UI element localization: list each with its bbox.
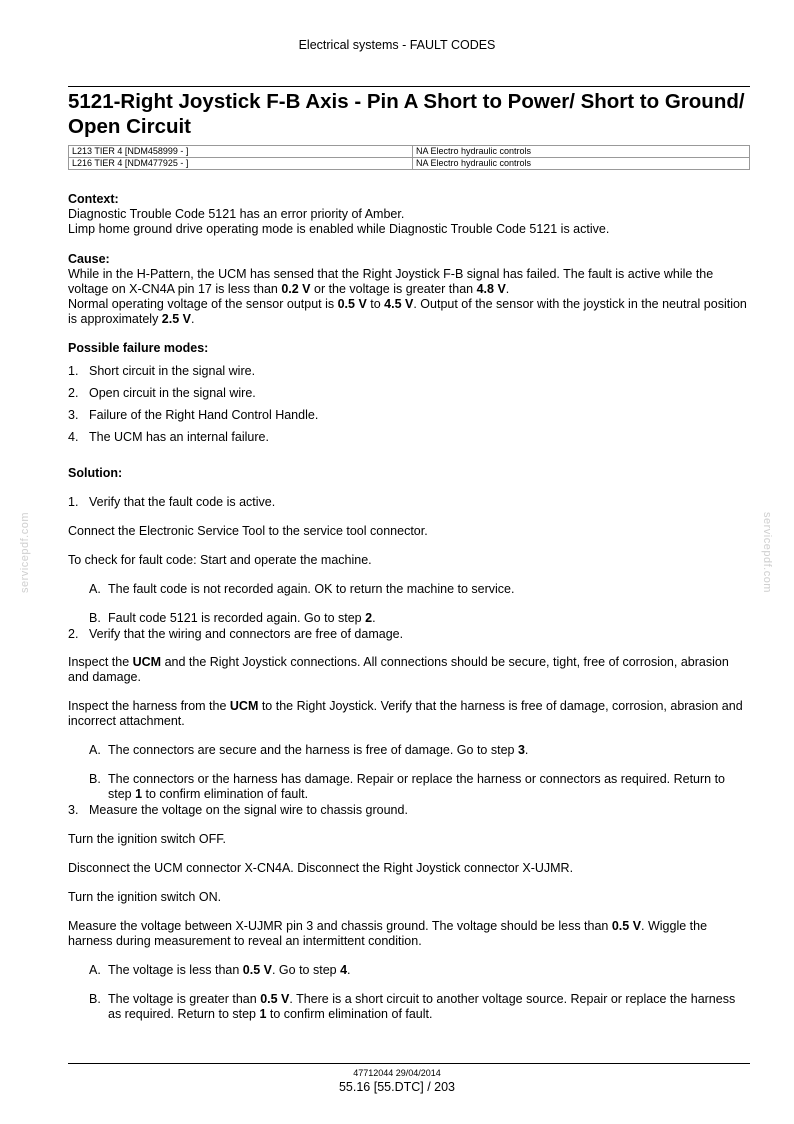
list-item	[68, 408, 750, 423]
list-text: Failure of the Right Hand Control Handle.	[89, 408, 319, 422]
cause-paragraph	[68, 267, 750, 297]
solution-heading: Solution:	[68, 466, 123, 480]
watermark-left: servicepdf.com	[19, 512, 31, 593]
option-letter: A.	[89, 582, 101, 596]
list-text: Short circuit in the signal wire.	[89, 364, 256, 378]
document-body	[68, 192, 750, 1022]
text-run: Measure the voltage between X-UJMR pin 3 and chassis ground. The voltage should be less than	[68, 919, 612, 933]
step-paragraph: Disconnect the UCM connector X-CN4A. Disconnect the Right Joystick connector X-UJMR.	[68, 861, 574, 875]
step-number: 3.	[68, 803, 79, 817]
ucm-term: UCM	[229, 699, 259, 713]
step-option	[68, 582, 750, 597]
voltage-value: 0.5 V	[242, 963, 272, 977]
voltage-value: 4.8 V	[476, 282, 506, 296]
step-reference: 3	[517, 743, 525, 757]
context-line: Diagnostic Trouble Code 5121 has an error priority of Amber.	[68, 207, 405, 221]
list-number: 4.	[68, 430, 79, 444]
list-item	[68, 430, 750, 445]
header-rule	[68, 86, 750, 87]
failure-modes-heading: Possible failure modes:	[68, 341, 209, 355]
step-paragraph: To check for fault code: Start and operate the machine.	[68, 553, 372, 567]
table-row	[69, 146, 750, 158]
text-run: or the voltage is greater than	[310, 282, 477, 296]
text-run: Inspect the	[68, 655, 133, 669]
voltage-value: 0.5 V	[337, 297, 367, 311]
list-number: 3.	[68, 408, 79, 422]
voltage-value: 2.5 V	[161, 312, 191, 326]
option-text: . Go to step	[271, 963, 341, 977]
model-cell: L213 TIER 4 [NDM458999 - ]	[69, 146, 413, 158]
step-option	[68, 743, 750, 758]
option-text: . There is a short circuit to another voltage source. Repair or replace the harness as required. Return to step	[108, 992, 736, 1021]
footer-rule	[68, 1063, 750, 1064]
text-run: and the Right Joystick connections. All connections should be secure, tight, free of corrosion, abrasion and damage.	[68, 655, 729, 684]
voltage-value: 4.5 V	[384, 297, 414, 311]
step-option	[68, 611, 750, 626]
step-paragraph: Connect the Electronic Service Tool to the service tool connector.	[68, 524, 428, 538]
option-letter: B.	[89, 611, 101, 625]
cause-paragraph	[68, 297, 750, 327]
voltage-value: 0.2 V	[281, 282, 311, 296]
step-paragraph: Turn the ignition switch OFF.	[68, 832, 226, 846]
step-option	[68, 992, 750, 1022]
option-text: .	[347, 963, 351, 977]
solution-step-1	[68, 495, 750, 510]
step-number: 1.	[68, 495, 79, 509]
text-run: Normal operating voltage of the sensor output is	[68, 297, 338, 311]
option-text: The voltage is greater than	[108, 992, 261, 1006]
list-item	[68, 364, 750, 379]
step-reference: 1	[135, 787, 143, 801]
text-run: .	[505, 282, 510, 296]
step-option	[68, 772, 750, 802]
option-letter: A.	[89, 743, 101, 757]
option-text: Fault code 5121 is recorded again. Go to step	[108, 611, 366, 625]
list-item	[68, 386, 750, 401]
step-reference: 4	[340, 963, 348, 977]
step-reference: 2	[365, 611, 373, 625]
step-text: Measure the voltage on the signal wire to chassis ground.	[89, 803, 408, 817]
text-run: to the Right Joystick. Verify that the harness is free of damage, corrosion, abrasion and incorrect attachment.	[68, 699, 743, 728]
option-text: The connectors or the harness has damage. Repair or replace the harness or connectors as required. Return to step	[108, 772, 726, 801]
option-text: The voltage is less than	[108, 963, 243, 977]
step-paragraph: Turn the ignition switch ON.	[68, 890, 222, 904]
text-run: Inspect the harness from the	[68, 699, 230, 713]
context-line: Limp home ground drive operating mode is enabled while Diagnostic Trouble Code 5121 is active.	[68, 222, 610, 236]
ucm-term: UCM	[132, 655, 162, 669]
step-paragraph	[68, 919, 750, 949]
failure-modes-list	[68, 364, 750, 445]
voltage-value: 0.5 V	[260, 992, 290, 1006]
list-number: 1.	[68, 364, 79, 378]
solution-step-2	[68, 627, 750, 642]
text-run: to	[366, 297, 385, 311]
cause-heading: Cause:	[68, 252, 110, 266]
step-number: 2.	[68, 627, 79, 641]
step-option	[68, 963, 750, 978]
context-heading: Context:	[68, 192, 119, 206]
option-text: to confirm elimination of fault.	[266, 1007, 433, 1021]
step-paragraph	[68, 699, 750, 729]
option-text: .	[372, 611, 376, 625]
text-run: .	[190, 312, 195, 326]
text-run: . Output of the sensor with the joystick in the neutral position is approximately	[68, 297, 747, 326]
option-text: The connectors are secure and the harness is free of damage. Go to step	[108, 743, 518, 757]
text-run: While in the H-Pattern, the UCM has sensed that the Right Joystick F-B signal has failed. The fault is active while the voltage on X-CN4A pin 17 is less than	[68, 267, 714, 296]
footer-doc-id: 47712044 29/04/2014	[353, 1068, 441, 1078]
table-row	[69, 158, 750, 170]
list-text: The UCM has an internal failure.	[89, 430, 269, 444]
option-letter: B.	[89, 992, 101, 1006]
controls-cell: NA Electro hydraulic controls	[413, 146, 750, 158]
voltage-value: 0.5 V	[611, 919, 642, 933]
option-letter: A.	[89, 963, 101, 977]
watermark-right: servicepdf.com	[761, 512, 773, 593]
footer-page-number: 55.16 [55.DTC] / 203	[338, 1080, 456, 1094]
step-text: Verify that the fault code is active.	[89, 495, 276, 509]
step-text: Verify that the wiring and connectors are free of damage.	[89, 627, 404, 641]
model-cell: L216 TIER 4 [NDM477925 - ]	[69, 158, 413, 170]
list-text: Open circuit in the signal wire.	[89, 386, 256, 400]
option-text: The fault code is not recorded again. OK to return the machine to service.	[108, 582, 515, 596]
model-table	[68, 145, 750, 170]
step-reference: 1	[259, 1007, 267, 1021]
option-letter: B.	[89, 772, 101, 786]
text-run: . Wiggle the harness during measurement to reveal an intermittent condition.	[68, 919, 708, 948]
solution-step-3	[68, 803, 750, 818]
option-text: to confirm elimination of fault.	[142, 787, 309, 801]
step-paragraph	[68, 655, 750, 685]
page-title: 5121-Right Joystick F-B Axis - Pin A Short to Power/ Short to Ground/ Open Circuit	[68, 90, 745, 138]
controls-cell: NA Electro hydraulic controls	[413, 158, 750, 170]
option-text: .	[524, 743, 529, 757]
running-head: Electrical systems - FAULT CODES	[298, 38, 496, 52]
list-number: 2.	[68, 386, 79, 400]
